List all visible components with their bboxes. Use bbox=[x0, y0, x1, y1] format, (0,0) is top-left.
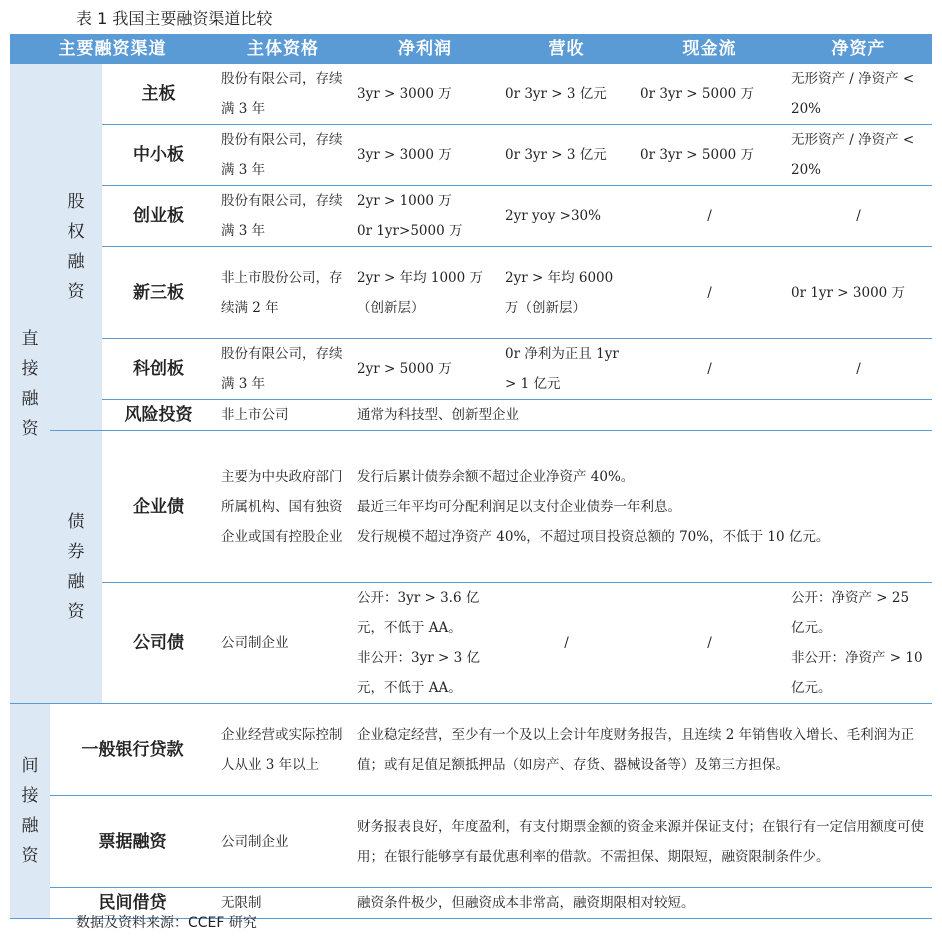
financing-channel-table bbox=[10, 34, 932, 919]
channel-name: 票据融资 bbox=[50, 796, 215, 888]
header-net-assets: 净资产 bbox=[785, 34, 932, 64]
cash-flow-cell: 0r 3yr > 5000 万 bbox=[634, 125, 785, 186]
channel-name: 企业债 bbox=[102, 431, 215, 583]
net-assets-cell: 公开：净资产 > 25 亿元。 非公开：净资产 > 10 亿元。 bbox=[785, 583, 932, 704]
net-assets-cell: 无形资产 / 净资产 < 20% bbox=[785, 64, 932, 125]
qualification-cell: 股份有限公司，存续满 3 年 bbox=[215, 186, 351, 247]
channel-name: 科创板 bbox=[102, 339, 215, 400]
qualification-cell: 股份有限公司，存续满 3 年 bbox=[215, 339, 351, 400]
table-caption: 表 1 我国主要融资渠道比较 bbox=[76, 9, 273, 28]
qualification-cell: 主要为中央政府部门所属机构、国有独资企业或国有控股企业 bbox=[215, 431, 351, 583]
net-profit-cell: 2yr > 年均 1000 万（创新层） bbox=[351, 247, 499, 339]
net-assets-cell: / bbox=[785, 186, 932, 247]
requirements-cell: 通常为科技型、创新型企业 bbox=[351, 400, 932, 431]
requirements-cell: 发行后累计债券余额不超过企业净资产 40%。 最近三年平均可分配利润足以支付企业债券一年利息。 发行规模不超过净资产 40%，不超过项目投资总额的 70%，不低于 10 亿元。 bbox=[351, 431, 932, 583]
channel-name: 一般银行贷款 bbox=[50, 704, 215, 796]
net-profit-cell: 公开：3yr > 3.6 亿元，不低于 AA。 非公开：3yr > 3 亿元，不低于 AA。 bbox=[351, 583, 499, 704]
net-profit-cell: 2yr > 1000 万 0r 1yr>5000 万 bbox=[351, 186, 499, 247]
header-revenue: 营收 bbox=[499, 34, 634, 64]
qualification-cell: 无限制 bbox=[215, 888, 351, 919]
qualification-cell: 股份有限公司，存续满 3 年 bbox=[215, 64, 351, 125]
cash-flow-cell: 0r 3yr > 5000 万 bbox=[634, 64, 785, 125]
qualification-cell: 股份有限公司，存续满 3 年 bbox=[215, 125, 351, 186]
requirements-cell: 财务报表良好，年度盈利，有支付期票金额的资金来源并保证支付；在银行有一定信用额度可使用；在银行能够享有最优惠利率的借款。不需担保、期限短，融资限制条件少。 bbox=[351, 796, 932, 888]
net-profit-cell: 3yr > 3000 万 bbox=[351, 64, 499, 125]
group-equity-financing: 股权融资 bbox=[67, 192, 85, 302]
header-channel: 主要融资渠道 bbox=[10, 34, 215, 64]
net-assets-cell: 0r 1yr > 3000 万 bbox=[785, 247, 932, 339]
channel-name: 新三板 bbox=[102, 247, 215, 339]
revenue-cell: 2yr yoy >30% bbox=[499, 186, 634, 247]
header-qualification: 主体资格 bbox=[215, 34, 351, 64]
qualification-cell: 企业经营或实际控制人从业 3 年以上 bbox=[215, 704, 351, 796]
channel-name: 公司债 bbox=[102, 583, 215, 704]
revenue-cell: 0r 净利为正且 1yr > 1 亿元 bbox=[499, 339, 634, 400]
revenue-cell: 2yr > 年均 6000 万（创新层） bbox=[499, 247, 634, 339]
qualification-cell: 非上市股份公司，存续满 2 年 bbox=[215, 247, 351, 339]
cash-flow-cell: / bbox=[634, 247, 785, 339]
cash-flow-cell: / bbox=[634, 186, 785, 247]
net-profit-cell: 2yr > 5000 万 bbox=[351, 339, 499, 400]
channel-name: 创业板 bbox=[102, 186, 215, 247]
qualification-cell: 非上市公司 bbox=[215, 400, 351, 431]
net-profit-cell: 3yr > 3000 万 bbox=[351, 125, 499, 186]
revenue-cell: 0r 3yr > 3 亿元 bbox=[499, 125, 634, 186]
group-indirect-financing: 间接融资 bbox=[21, 756, 39, 866]
header-net-profit: 净利润 bbox=[351, 34, 499, 64]
revenue-cell: 0r 3yr > 3 亿元 bbox=[499, 64, 634, 125]
net-assets-cell: / bbox=[785, 339, 932, 400]
channel-name: 主板 bbox=[102, 64, 215, 125]
channel-name: 风险投资 bbox=[102, 400, 215, 431]
group-debt-financing: 债券融资 bbox=[67, 512, 85, 622]
requirements-cell: 融资条件极少，但融资成本非常高，融资期限相对较短。 bbox=[351, 888, 932, 919]
channel-name: 中小板 bbox=[102, 125, 215, 186]
group-direct-financing: 直接融资 bbox=[21, 328, 39, 439]
header-cash-flow: 现金流 bbox=[634, 34, 785, 64]
cash-flow-cell: / bbox=[634, 583, 785, 704]
source-note: 数据及资料来源：CCEF 研究 bbox=[76, 915, 257, 931]
qualification-cell: 公司制企业 bbox=[215, 796, 351, 888]
requirements-cell: 企业稳定经营，至少有一个及以上会计年度财务报告，且连续 2 年销售收入增长、毛利润为正值；或有足值足额抵押品（如房产、存货、器械设备等）及第三方担保。 bbox=[351, 704, 932, 796]
net-assets-cell: 无形资产 / 净资产 < 20% bbox=[785, 125, 932, 186]
cash-flow-cell: / bbox=[634, 339, 785, 400]
channel-name: 民间借贷 bbox=[50, 888, 215, 919]
revenue-cell: / bbox=[499, 583, 634, 704]
qualification-cell: 公司制企业 bbox=[215, 583, 351, 704]
